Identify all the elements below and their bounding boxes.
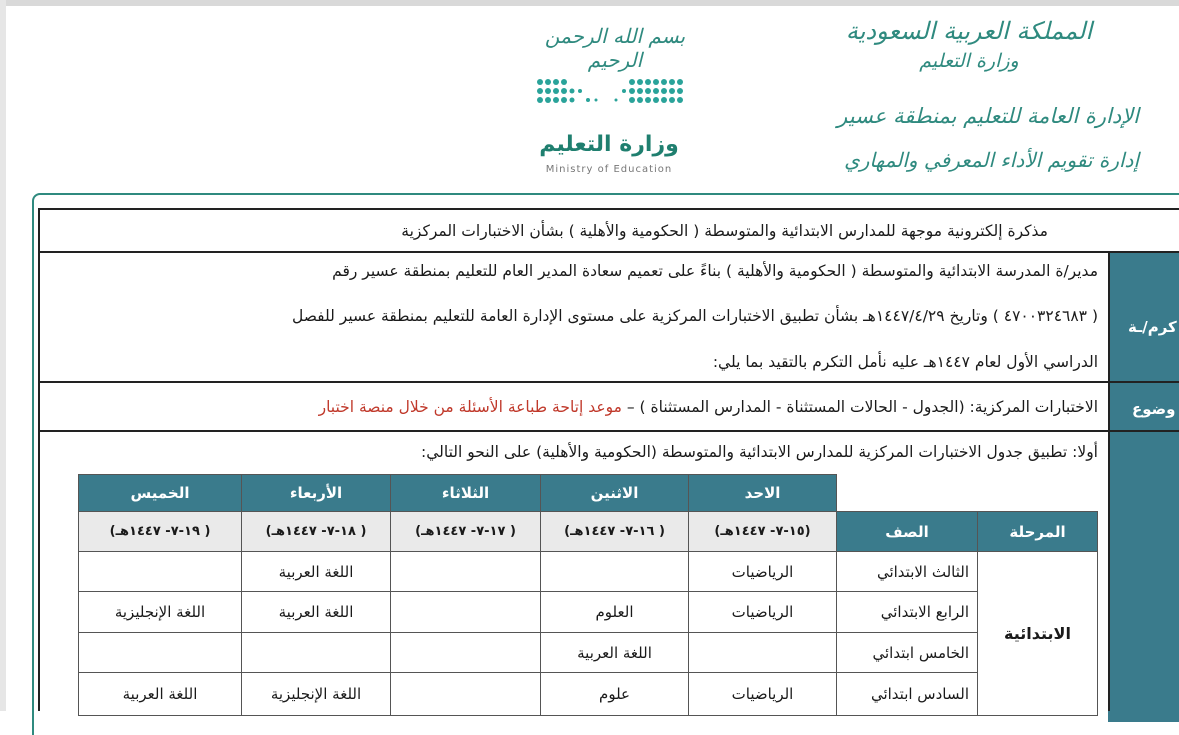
date-wednesday: ( ١٨-٧- ١٤٤٧هـ)	[241, 511, 391, 552]
subject-cell: اللغة العربية	[78, 672, 242, 716]
subject-cell	[390, 632, 541, 673]
date-tuesday: ( ١٧-٧- ١٤٤٧هـ)	[390, 511, 541, 552]
date-monday: ( ١٦-٧- ١٤٤٧هـ)	[540, 511, 689, 552]
subject-text: الاختبارات المركزية: (الجدول - الحالات المستثناة - المدارس المستثناة ) –	[626, 398, 1098, 416]
day-header-sunday: الاحد	[688, 474, 837, 512]
stage-header: المرحلة	[977, 511, 1098, 552]
kingdom-calligraphy	[839, 14, 1099, 74]
sidebar-label-to: كرم/ـة	[1128, 318, 1177, 336]
department-title: الإدارة العامة للتعليم بمنطقة عسير	[837, 104, 1139, 128]
rule-title-bottom	[38, 251, 1179, 253]
logo-english-text: Ministry of Education	[545, 164, 673, 175]
memo-body-line1: مدير/ة المدرسة الابتدائية والمتوسطة ( الحكومية والأهلية ) بناءً على تعميم سعادة المدير العام للتعليم بمنطقة عسير رقم	[332, 262, 1098, 280]
section-title: إدارة تقويم الأداء المعرفي والمهاري	[844, 148, 1139, 172]
rule-body-bottom	[38, 381, 1179, 383]
day-header-monday: الاثنين	[540, 474, 689, 512]
subject-cell	[390, 672, 541, 716]
ministry-calligraphy: وزارة التعليم	[919, 50, 1019, 72]
subject-cell: العلوم	[540, 591, 689, 633]
subject-cell	[241, 632, 391, 673]
subject-cell: اللغة العربية	[540, 632, 689, 673]
subject-cell: الرياضيات	[688, 551, 837, 592]
rule-subject-bottom	[38, 430, 1179, 432]
basmala: بسم الله الرحمن الرحيم	[544, 24, 686, 72]
grade-cell: الرابع الابتدائي	[836, 591, 978, 633]
memo-body-line2: ( ٤٧٠٠٣٢٤٦٨٣ ) وتاريخ ١٤٤٧/٤/٢٩هـ بشأن تطبيق الاختبارات المركزية على مستوى الإدارة العامة للتعليم بمنطقة عسير للفصل	[291, 307, 1098, 325]
day-header-wednesday: الأربعاء	[241, 474, 391, 512]
date-sunday: (١٥-٧- ١٤٤٧هـ)	[688, 511, 837, 552]
grade-header: الصف	[836, 511, 978, 552]
subject-cell	[390, 551, 541, 592]
memo-subject	[319, 398, 1098, 416]
sidebar-label-subject: وضوع	[1132, 400, 1176, 418]
subject-cell: اللغة العربية	[241, 591, 391, 633]
day-header-tuesday: الثلاثاء	[390, 474, 541, 512]
subject-cell: اللغة العربية	[241, 551, 391, 592]
subject-cell: اللغة الإنجليزية	[241, 672, 391, 716]
subject-cell	[78, 632, 242, 673]
memo-body-line3: الدراسي الأول لعام ١٤٤٧هـ عليه نأمل التكرم بالتقيد بما يلي:	[712, 353, 1098, 371]
subject-cell	[540, 551, 689, 592]
rule-left	[38, 208, 40, 711]
rule-sidebar	[1108, 251, 1110, 711]
grade-cell: السادس ابتدائي	[836, 672, 978, 716]
day-header-thursday: الخميس	[78, 474, 242, 512]
subject-cell	[78, 551, 242, 592]
subject-cell: الرياضيات	[688, 672, 837, 716]
left-shade	[0, 0, 6, 711]
memo-title: مذكرة إلكترونية موجهة للمدارس الابتدائية والمتوسطة ( الحكومية والأهلية ) بشأن الاختبارات المركزية	[401, 222, 1048, 240]
subject-cell: اللغة الإنجليزية	[78, 591, 242, 633]
subject-cell: الرياضيات	[688, 591, 837, 633]
subject-cell	[390, 591, 541, 633]
first-point: أولا: تطبيق جدول الاختبارات المركزية للمدارس الابتدائية والمتوسطة (الحكومية والأهلية) على النحو التالي:	[421, 443, 1098, 461]
grade-cell: الثالث الابتدائي	[836, 551, 978, 592]
subject-cell: علوم	[540, 672, 689, 716]
grade-cell: الخامس ابتدائي	[836, 632, 978, 673]
logo-arabic-text: وزارة التعليم	[539, 132, 679, 157]
stage-cell-primary: الابتدائية	[977, 551, 1098, 716]
top-shade	[0, 0, 1179, 6]
rule-top	[38, 208, 1179, 210]
kingdom-name: المملكة العربية السعودية	[845, 17, 1093, 45]
subject-cell	[688, 632, 837, 673]
subject-deadline-text: موعد إتاحة طباعة الأسئلة من خلال منصة اختبار	[318, 398, 622, 416]
date-thursday: ( ١٩-٧- ١٤٤٧هـ)	[78, 511, 242, 552]
exam-schedule-table	[78, 474, 1096, 714]
